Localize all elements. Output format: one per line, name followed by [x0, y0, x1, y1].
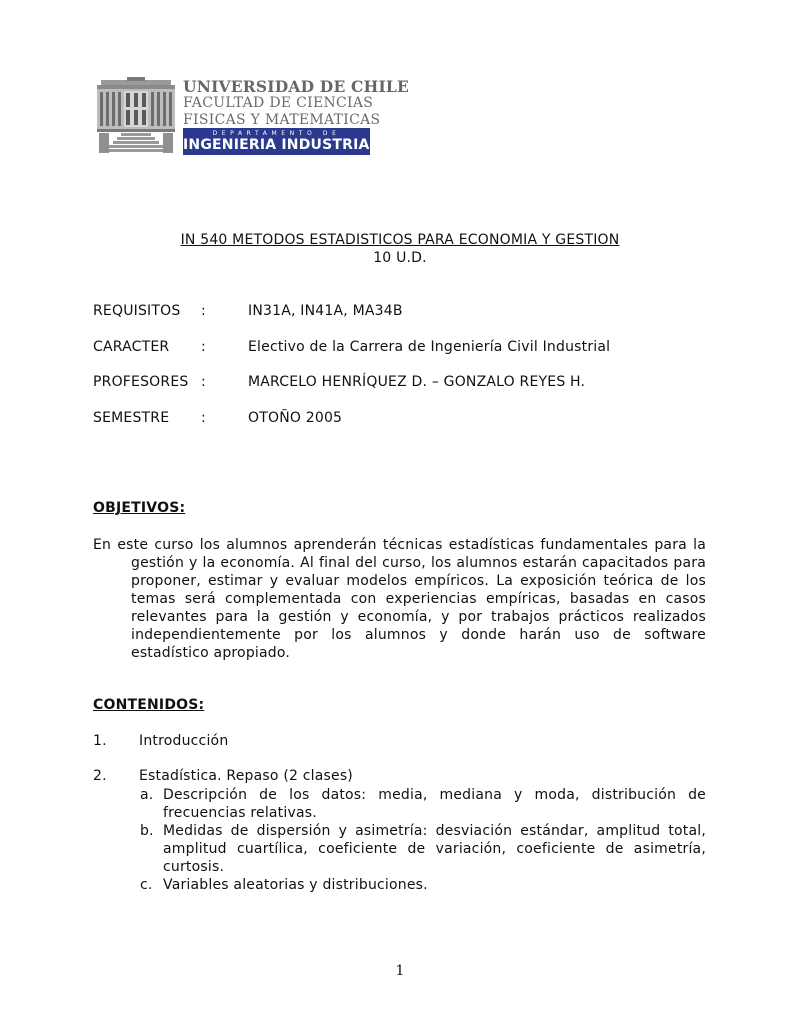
- course-title: IN 540 METODOS ESTADISTICOS PARA ECONOMIA Y GESTION: [180, 232, 620, 248]
- info-colon: :: [201, 303, 206, 319]
- info-row-requisitos: [93, 303, 713, 321]
- sub-list-text: Variables aleatorias y distribuciones.: [163, 877, 428, 893]
- sub-list-item: [140, 822, 706, 876]
- info-row-caracter: [93, 339, 713, 357]
- university-logo: [95, 77, 410, 157]
- objetivos-heading: OBJETIVOS:: [93, 500, 186, 516]
- info-colon: :: [201, 410, 206, 426]
- logo-text: [183, 77, 410, 129]
- info-label: CARACTER: [93, 339, 170, 355]
- list-number: 2.: [93, 768, 107, 784]
- logo-university-name: UNIVERSIDAD DE CHILE: [183, 77, 410, 96]
- info-value: OTOÑO 2005: [248, 410, 343, 426]
- info-row-semestre: [93, 410, 713, 428]
- logo-department-name: INGENIERIA INDUSTRIAL: [183, 137, 379, 153]
- info-value: IN31A, IN41A, MA34B: [248, 303, 403, 319]
- sub-list-letter: b.: [140, 823, 154, 839]
- sub-list-text: Medidas de dispersión y asimetría: desviación estándar, amplitud total, amplitud cuartílica, coeficiente de variación, coeficiente de asimetría, curtosis.: [163, 823, 706, 875]
- objetivos-paragraph: En este curso los alumnos aprenderán técnicas estadísticas fundamentales para la gestión y la economía. Al final del curso, los alumnos estarán capacitados para proponer, estimar y evaluar modelos empíricos. La exposición teórica de los temas será complementada con experiencias empíricas, basadas en casos relevantes para la gestión y economía, y por trabajos prácticos realizados independientemente por los alumnos y donde harán uso de software estadístico apropiado.: [93, 537, 706, 661]
- logo-faculty-line2: FISICAS Y MATEMATICAS: [183, 112, 381, 128]
- logo-faculty-line1: FACULTAD DE CIENCIAS: [183, 95, 374, 111]
- info-label: REQUISITOS: [93, 303, 181, 319]
- info-colon: :: [201, 374, 206, 390]
- sub-list-item: [140, 876, 706, 894]
- list-text: Introducción: [139, 733, 229, 749]
- logo-department-label: DEPARTAMENTO DE: [212, 130, 341, 137]
- course-credits: 10 U.D.: [373, 250, 427, 266]
- building-icon: [95, 77, 177, 155]
- sub-list-letter: c.: [140, 877, 153, 893]
- info-label: SEMESTRE: [93, 410, 170, 426]
- logo-department-band: [183, 128, 379, 155]
- sub-list-text: Descripción de los datos: media, mediana y moda, distribución de frecuencias relativas.: [163, 787, 706, 821]
- info-value: MARCELO HENRÍQUEZ D. – GONZALO REYES H.: [248, 374, 586, 390]
- info-colon: :: [201, 339, 206, 355]
- info-label: PROFESORES: [93, 374, 189, 390]
- list-number: 1.: [93, 733, 107, 749]
- info-row-profesores: [93, 374, 713, 392]
- sub-list-item: [140, 786, 706, 822]
- sub-list-letter: a.: [140, 787, 154, 803]
- page-number: 1: [395, 963, 405, 979]
- info-value: Electivo de la Carrera de Ingeniería Civil Industrial: [248, 339, 611, 355]
- list-text: Estadística. Repaso (2 clases): [139, 768, 353, 784]
- contenidos-heading: CONTENIDOS:: [93, 697, 205, 713]
